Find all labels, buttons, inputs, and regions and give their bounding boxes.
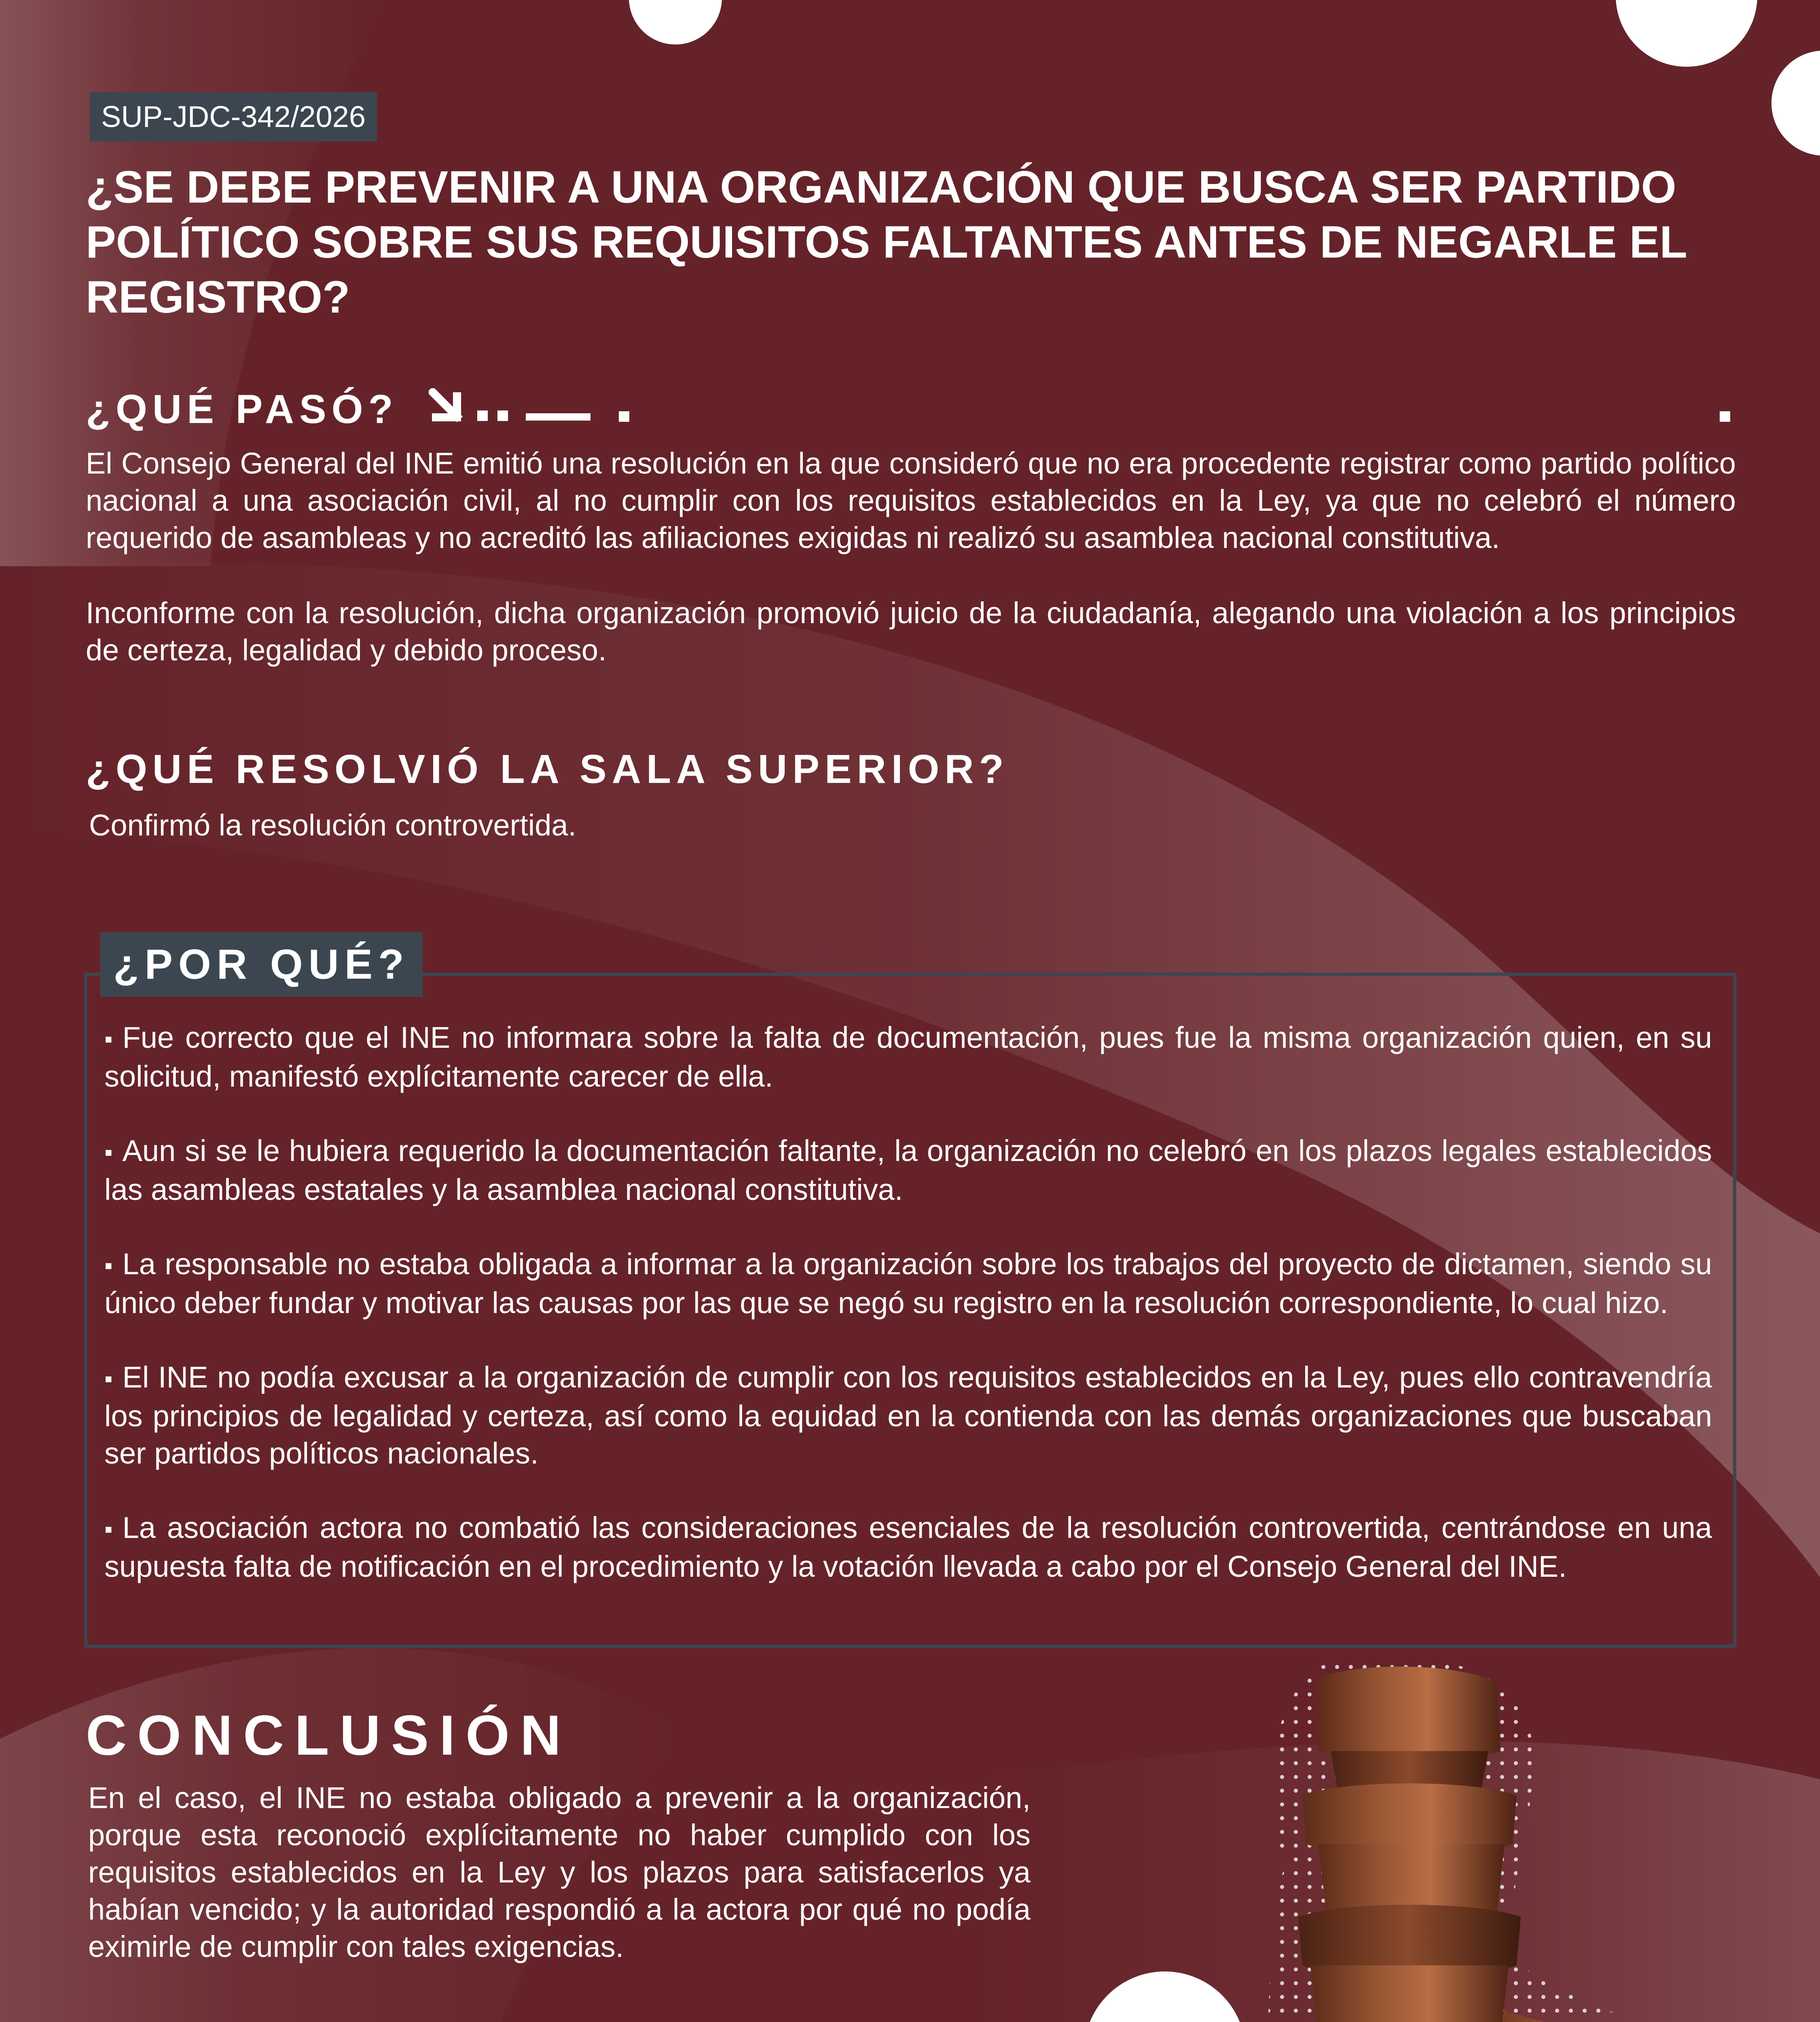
arrow-dash-icon [429, 388, 639, 429]
reason-item [104, 1359, 1712, 1472]
bullet-marker: ▪ [104, 1026, 113, 1052]
case-number-badge: SUP-JDC-342/2026 [90, 92, 377, 142]
resolution-text: Confirmó la resolución controvertida. [89, 808, 577, 842]
bullet-marker: ▪ [104, 1252, 113, 1279]
what-happened-paragraph-2: Inconforme con la resolución, dicha organización promovió juicio de la ciudadanía, alegando una violación a los principios de certeza, legalidad y debido proceso. [86, 596, 1736, 667]
resolution-heading: ¿QUÉ RESOLVIÓ LA SALA SUPERIOR? [86, 747, 1009, 792]
reason-text: La responsable no estaba obligada a informar a la organización sobre los trabajos del proyecto de dictamen, siendo su único deber fundar y motivar las causas por las que se negó su registro en la resolución correspondiente, lo cual hizo. [104, 1247, 1712, 1320]
reason-text: Fue correcto que el INE no informara sobre la falta de documentación, pues fue la misma organización quien, en su solicitud, manifestó explícitamente carecer de ella. [104, 1021, 1712, 1093]
conclusion-heading: CONCLUSIÓN [86, 1703, 572, 1767]
reason-item [104, 1019, 1712, 1095]
reason-text: El INE no podía excusar a la organización de cumplir con los requisitos establecidos en la Ley, pues ello contravendría los principios de legalidad y certeza, así como la equidad en la contienda con las demás organizaciones que buscaban ser partidos políticos nacionales. [104, 1360, 1712, 1470]
page-title: ¿SE DEBE PREVENIR A UNA ORGANIZACIÓN QUE BUSCA SER PARTIDO POLÍTICO SOBRE SUS REQUISITOS FALTANTES ANTES DE NEGARLE EL REGISTRO? [86, 162, 1687, 322]
dash-end-marker [1720, 411, 1730, 422]
what-happened-heading: ¿QUÉ PASÓ? [86, 387, 398, 432]
reason-item [104, 1132, 1712, 1208]
reasons-heading: ¿POR QUÉ? [100, 932, 423, 997]
bullet-marker: ▪ [104, 1139, 113, 1165]
what-happened-paragraph-1: El Consejo General del INE emitió una resolución en la que consideró que no era procedente registrar como partido político nacional a una asociación civil, al no cumplir con los requisitos establecidos en la Ley, ya que no celebró el número requerido de asambleas y no acreditó las afiliaciones exigidas ni realizó su asamblea nacional constitutiva. [86, 446, 1736, 554]
reason-text: Aun si se le hubiera requerido la documentación faltante, la organización no celebró en los plazos legales establecidos las asambleas estatales y la asamblea nacional constitutiva. [104, 1134, 1712, 1206]
reason-text: La asociación actora no combatió las consideraciones esenciales de la resolución controvertida, centrándose en una supuesta falta de notificación en el procedimiento y la votación llevada a cabo por el Consejo General del INE. [104, 1511, 1712, 1583]
reason-item [104, 1246, 1712, 1322]
reason-item [104, 1509, 1712, 1585]
reasons-list [104, 1019, 1712, 1585]
bullet-marker: ▪ [104, 1366, 113, 1392]
bullet-marker: ▪ [104, 1516, 113, 1542]
conclusion-text: En el caso, el INE no estaba obligado a prevenir a la organización, porque esta reconoció explícitamente no haber cumplido con los requisitos establecidos en la Ley y los plazos para satisfacerlos ya habían vencido; y la autoridad respondió a la actora por qué no podía eximirle de cumplir con tales exigencias. [88, 1781, 1031, 1963]
